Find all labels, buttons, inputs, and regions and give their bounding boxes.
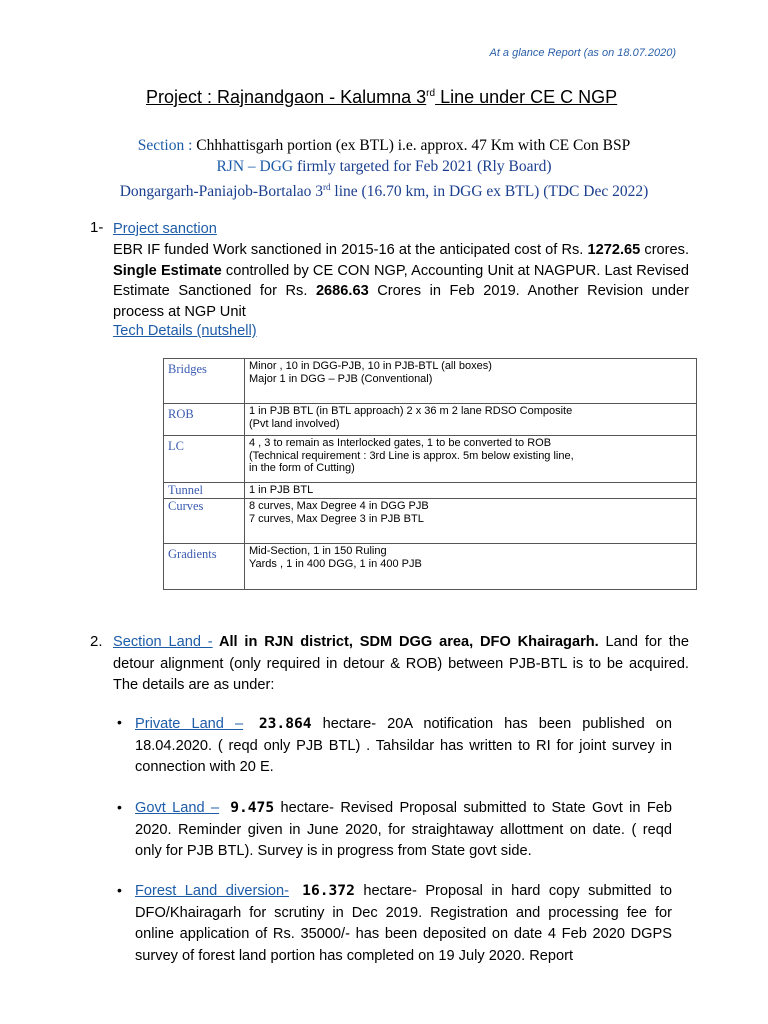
row-value <box>245 483 697 499</box>
row-value <box>245 359 697 404</box>
row-line: in the form of Cutting) <box>249 462 355 474</box>
sanction-text-3: controlled by CE CON NGP, Accounting Unit at NAGPUR. Last Revised Estimate Sanctioned for Rs. <box>113 262 689 299</box>
section-2-number: 2. <box>90 633 103 650</box>
section-line <box>0 135 768 156</box>
land-item-text: hectare- Proposal in hard copy submitted to DFO/Khairagarh for scrutiny in Dec 2019. Registration and processing fee for online application of Rs. 35000/- has been deposited on date 4 Feb 2020 DGPS survey of forest land portion has completed on 19 July 2020. Report <box>135 883 672 964</box>
row-line: 4 , 3 to remain as Interlocked gates, 1 to be converted to ROB <box>249 437 552 449</box>
project-sanction-link[interactable]: Project sanction <box>113 221 217 237</box>
single-estimate: Single Estimate <box>113 262 222 279</box>
land-value: 23.864 <box>243 715 312 732</box>
title-suffix: Line under CE C NGP <box>435 87 618 107</box>
row-label: Gradients <box>164 544 245 590</box>
title-sup: rd <box>426 88 436 99</box>
bullet-icon: • <box>117 882 122 898</box>
title-prefix: Project : Rajnandgaon - Kalumna 3 <box>146 87 427 107</box>
land-item-text: hectare- Revised Proposal submitted to State Govt in Feb 2020. Reminder given in June 2020, for straightaway allottment on date. ( reqd only for PJB BTL). Survey is in progress from State govt side. <box>135 800 672 859</box>
section-land-link[interactable]: Section Land - <box>113 634 213 650</box>
bullet-icon: • <box>117 799 122 815</box>
rjn-line <box>0 156 768 177</box>
row-line: 7 curves, Max Degree 3 in PJB BTL <box>249 512 424 525</box>
sanction-cost: 1272.65 <box>587 242 641 258</box>
private-land-link[interactable]: Private Land – <box>135 716 244 732</box>
table-row <box>164 499 697 544</box>
dgg-line <box>0 177 768 202</box>
row-value <box>245 404 697 436</box>
project-title <box>146 87 617 108</box>
section-text: Chhhattisgarh portion (ex BTL) i.e. approx. 47 Km with CE Con BSP <box>196 137 631 154</box>
row-label: ROB <box>164 404 245 436</box>
list-item <box>135 797 672 863</box>
section-1-body <box>113 240 689 322</box>
land-bold: All in RJN district, SDM DGG area, DFO Khairagarh. <box>212 634 599 650</box>
dgg-sup: rd <box>323 182 331 192</box>
land-value: 16.372 <box>288 882 355 899</box>
list-item <box>135 713 672 779</box>
row-value <box>245 436 697 483</box>
tech-details-table <box>163 358 697 590</box>
row-line: (Pvt land involved) <box>249 417 340 430</box>
revised-cost: 2686.63 <box>315 283 369 299</box>
sanction-text-1: EBR IF funded Work sanctioned in 2015-16 at the anticipated cost of Rs. <box>113 242 588 258</box>
row-label: Curves <box>164 499 245 544</box>
row-line: Mid-Section, 1 in 150 Ruling <box>249 545 387 557</box>
rjn-label: RJN – DGG <box>216 158 294 175</box>
tech-details-heading <box>113 321 689 342</box>
table-row <box>164 359 697 404</box>
dgg-rest: line (16.70 km, in DGG ex BTL) (TDC Dec 2022) <box>330 183 649 201</box>
bullet-icon: • <box>117 714 122 730</box>
rjn-text: firmly targeted for Feb 2021 (Rly Board) <box>293 158 552 175</box>
table-row <box>164 404 697 436</box>
row-label: Bridges <box>164 359 245 404</box>
report-date: At a glance Report (as on 18.07.2020) <box>489 47 676 59</box>
row-line: Minor , 10 in DGG-PJB, 10 in PJB-BTL (all boxes) <box>249 360 492 372</box>
row-value <box>245 499 697 544</box>
land-item-text: hectare- 20A notification has been published on 18.04.2020. ( reqd only PJB BTL) . Tahsildar has written to RI for joint survey in connection with 20 E. <box>135 716 672 775</box>
section-2-body <box>113 632 689 697</box>
row-line: Major 1 in DGG – PJB (Conventional) <box>249 372 433 385</box>
land-text: Land for the detour alignment (only required in detour & ROB) between PJB-BTL is to be acquired. The details are as under: <box>113 634 689 693</box>
table-row <box>164 544 697 590</box>
forest-land-link[interactable]: Forest Land diversion- <box>135 883 289 899</box>
section-1-heading <box>113 219 689 240</box>
row-line: (Technical requirement : 3rd Line is approx. 5m below existing line, <box>249 449 574 462</box>
dgg-text: Dongargarh-Paniajob-Bortalao 3 <box>119 183 324 201</box>
row-line: 8 curves, Max Degree 4 in DGG PJB <box>249 500 429 512</box>
list-item <box>135 880 672 967</box>
govt-land-link[interactable]: Govt Land – <box>135 800 220 816</box>
table-row <box>164 483 697 499</box>
row-line: 1 in PJB BTL <box>249 484 314 496</box>
row-line: Yards , 1 in 400 DGG, 1 in 400 PJB <box>249 557 422 570</box>
table-row <box>164 436 697 483</box>
land-value: 9.475 <box>219 799 275 816</box>
section-label: Section : <box>137 137 197 154</box>
row-label: Tunnel <box>164 483 245 499</box>
row-label: LC <box>164 436 245 483</box>
sanction-text-4: Crores in Feb 2019. Another Revision under process at NGP Unit <box>113 283 689 320</box>
sanction-text-2: crores. <box>640 242 689 258</box>
row-line: 1 in PJB BTL (in BTL approach) 2 x 36 m 2 lane RDSO Composite <box>249 405 573 417</box>
tech-details-link[interactable]: Tech Details (nutshell) <box>113 323 257 339</box>
row-value <box>245 544 697 590</box>
section-1-number: 1- <box>90 219 104 236</box>
